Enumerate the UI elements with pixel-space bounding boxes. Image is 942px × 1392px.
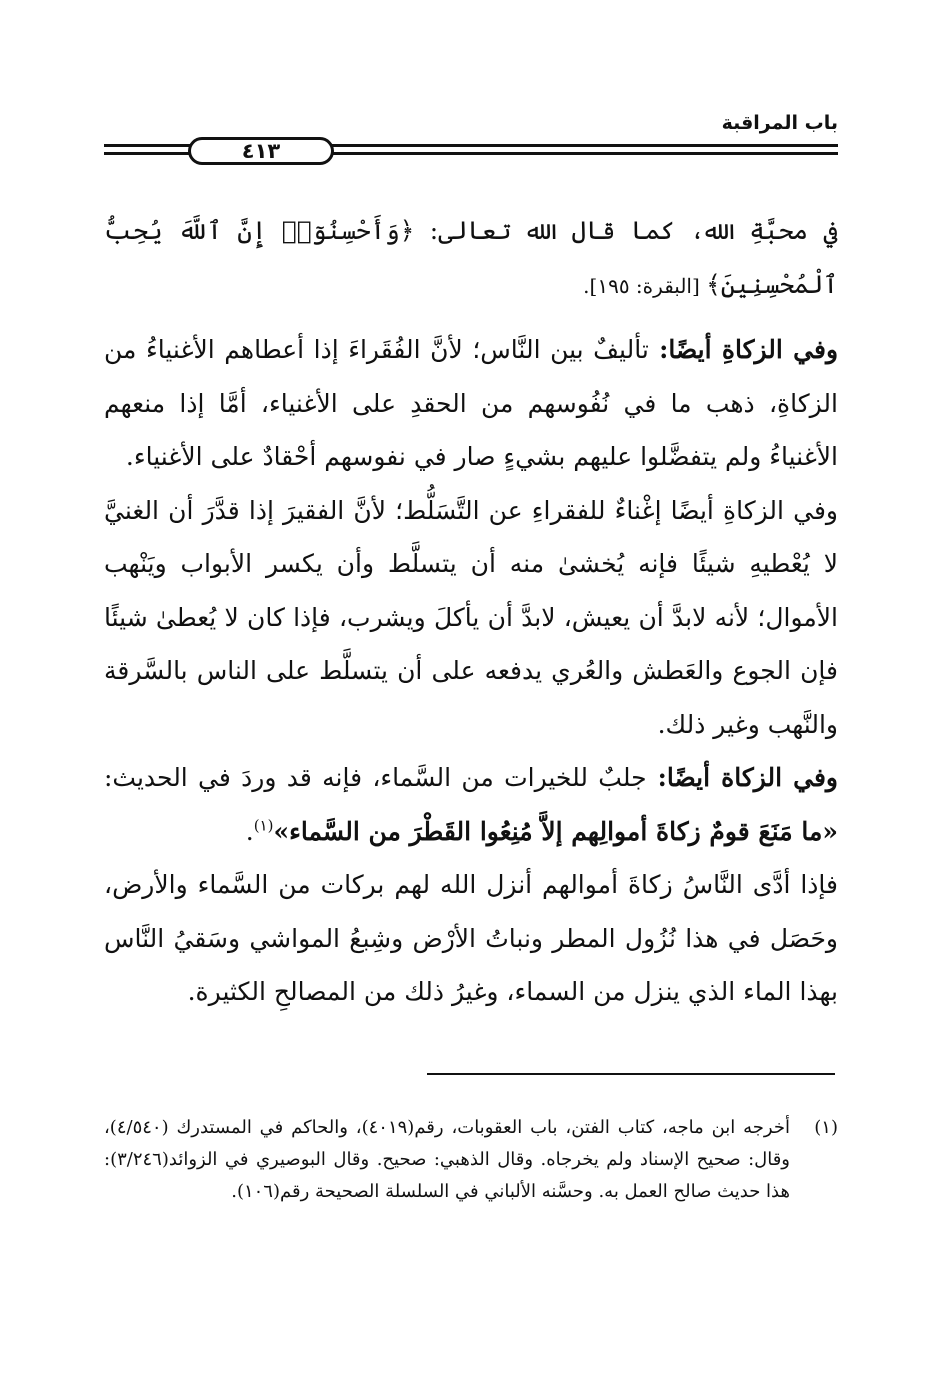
paragraph-2 [104,323,838,484]
footnote-reference[interactable]: (١) [253,816,274,835]
quran-reference: [البقرة: ١٩٥]. [583,273,707,298]
chapter-title: باب المراقبة [721,112,838,134]
footnote-separator [427,1073,835,1075]
footnote-text: أخرجه ابن ماجه، كتاب الفتن، باب العقوبات، رقم(٤٠١٩)، والحاكم في المستدرك (٤/٥٤٠)، وقال: صحيح الإسناد ولم يخرجاه. وقال الذهبي: صحيح. وقال البوصيري في الزوائد(٣/٢٤٦): هذا حديث صالح العمل به. وحسَّنه الألباني في السلسلة الصحيحة رقم(١٠٦). [104,1117,790,1202]
paragraph-5 [104,858,838,1019]
paragraph-3-text: وفي الزكاةِ أيضًا إغْناءٌ للفقراءِ عن التَّسَلُّط؛ لأنَّ الفقيرَ إذا قدَّرَ أن الغنيَّ لا يُعْطيهِ شيئًا فإنه يُخشىٰ منه أن يتسلَّط وأن يكسر الأبواب ويَنْهب الأموال؛ لأنه لابدَّ أن يعيش، لابدَّ أن يأكلَ ويشرب، فإذا كان لا يُعطىٰ شيئًا فإن الجوع والعَطش والعُري يدفعه على أن يتسلَّط على الناس بالسَّرقة والنَّهب وغير ذلك. [104,495,838,739]
paragraph-4 [104,751,838,858]
paragraph-3 [104,484,838,752]
page-number: ٤١٣ [188,137,334,165]
paragraph-1-text: في محبَّةِ الله، كما قال الله تعالى: [414,216,838,245]
main-text [104,204,838,1019]
footnote [104,1112,838,1208]
paragraph-4-lead: وفي الزكاة أيضًا: [646,763,839,792]
header-rule [104,137,838,165]
paragraph-4-end: . [245,816,254,846]
paragraph-1 [104,204,838,313]
hadith-quote: «ما مَنَعَ قومٌ زكاةَ أموالِهم إلاَّ مُنِعُوا القَطْرَ من السَّماء» [273,816,838,846]
paragraph-5-text: فإذا أدَّى النَّاسُ زكاةَ أموالهم أنزل الله لهم بركات من السَّماء والأرض، وحَصَل في هذا نُزُول المطر ونباتُ الأرْض وشِبعُ المواشي وسَقيُ النَّاس بهذا الماء الذي ينزل من السماء، وغيرُ ذلك من المصالحِ الكثيرة. [104,870,838,1006]
paragraph-2-text: تأليفٌ بين النَّاس؛ لأنَّ الفُقَراءَ إذا أعطاهم الأغنياءُ من الزكاةِ، ذهب ما في نُفُوسهم من الحقدِ على الأغنياء، أمَّا إذا منعهم الأغنياءُ ولم يتفضَّلوا عليهم بشيءٍ صار في نفوسهم أحْقادٌ على الأغنياء. [104,335,838,471]
paragraph-2-lead: وفي الزكاةِ أيضًا: [648,335,839,364]
footnote-number: (١) [814,1117,838,1138]
quran-verse: ﴿وَأَحْسِنُوٓا۟ إِنَّ ٱللَّهَ يُحِبُّ ٱلْمُحْسِنِينَ﴾ [104,216,838,299]
paragraph-4-text: جلبٌ للخيرات من السَّماء، فإنه قد وردَ في الحديث: [104,763,647,792]
